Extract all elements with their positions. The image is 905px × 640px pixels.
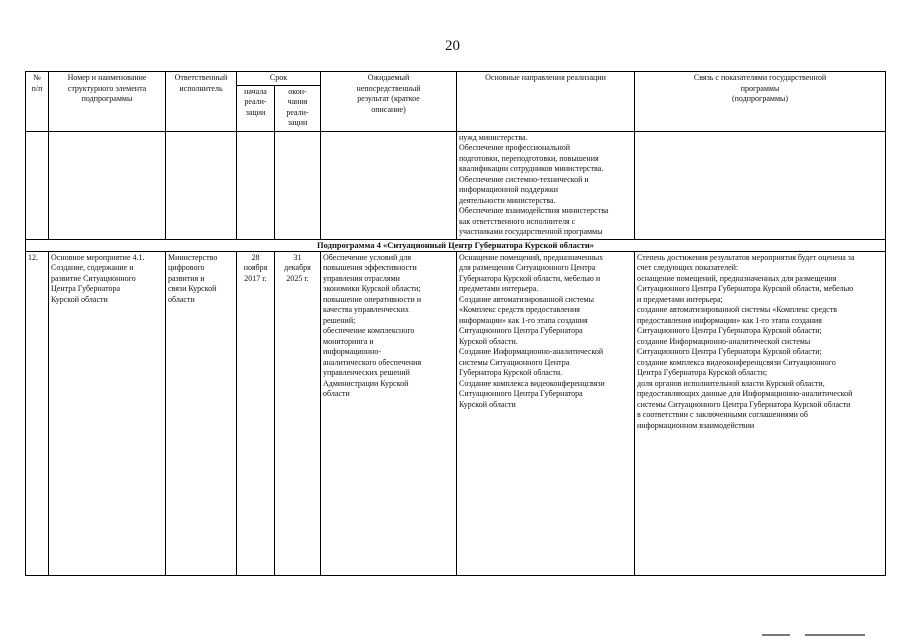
- row-num: 12.: [26, 251, 49, 575]
- header-row: [26, 72, 886, 86]
- header-end: окон- чания реали- зации: [275, 85, 321, 131]
- header-start: начала реали- зации: [237, 85, 275, 131]
- cont-result: [321, 131, 457, 239]
- cont-name: [49, 131, 166, 239]
- scan-edge-mark: [805, 634, 865, 636]
- cont-executor: [166, 131, 237, 239]
- header-result: Ожидаемый непосредственный результат (краткое описание): [321, 72, 457, 132]
- row-directions: Оснащение помещений, предназначенных для размещения Ситуационного Центра Губернатора Курской области, мебелью и предметами интерьера. Создание автоматизированной системы «Комплекс средств предоставления информации» как 1-го этапа создания Ситуационного Центра Губернатора Курской области. Создание Информационно-аналитической системы Ситуационного Центра Губернатора Курской области. Создание комплекса видеоконференцсвязи Ситуационного Центра Губернатора Курской области: [457, 251, 635, 575]
- header-term: Срок: [237, 72, 321, 86]
- row-name: Основное мероприятие 4.1. Создание, содержание и развитие Ситуационного Центра Губернатора Курской области: [49, 251, 166, 575]
- table-row: [26, 251, 886, 575]
- cont-indicators: [635, 131, 886, 239]
- page-number: 20: [445, 38, 460, 54]
- subprogram-title: Подпрограмма 4 «Ситуационный Центр Губернатора Курской области»: [26, 239, 886, 251]
- cont-end: [275, 131, 321, 239]
- cont-num: [26, 131, 49, 239]
- program-table: [25, 71, 886, 576]
- row-end: 31 декабря 2025 г.: [275, 251, 321, 575]
- row-start: 28 ноября 2017 г.: [237, 251, 275, 575]
- header-executor: Ответственный исполнитель: [166, 72, 237, 132]
- cont-directions: нужд министерства. Обеспечение профессиональной подготовки, переподготовки, повышения квалификации сотрудников министерства. Обеспечение системно-технической и информационной поддержки деятельности министерства. Обеспечение взаимодействия министерства как ответственного исполнителя с участниками государственной программы: [457, 131, 635, 239]
- cont-start: [237, 131, 275, 239]
- row-result: Обеспечение условий для повышения эффективности управления отраслями экономики Курской области; повышение оперативности и качества управленческих решений; обеспечение комплексного мониторинга и информационно- аналитического обеспечения управленческих решений Администрации Курской области: [321, 251, 457, 575]
- header-num: № п/п: [26, 72, 49, 132]
- row-executor: Министерство цифрового развития и связи Курской области: [166, 251, 237, 575]
- continuation-row: [26, 131, 886, 239]
- subprogram-row: [26, 239, 886, 251]
- header-name: Номер и наименование структурного элемента подпрограммы: [49, 72, 166, 132]
- row-indicators: Степень достижения результатов мероприятия будет оценена за счет следующих показателей: оснащение помещений, предназначенных для размещения Ситуационного Центра Губернатора Курской области, мебелью и предметами интерьера; создание автоматизированной системы «Комплекс средств предоставления информации» как 1-го этапа создания Ситуационного Центра Губернатора Курской области; создание Информационно-аналитической системы Ситуационного Центра Губернатора Курской области; создание комплекса видеоконференцсвязи Ситуационного Центра Губернатора Курской области; доля органов исполнительной власти Курской области, предоставляющих данные для Информационно-аналитической системы Ситуационного Центра Губернатора Курской области в соответствии с заключенными соглашениями об информационном взаимодействии: [635, 251, 886, 575]
- header-directions: Основные направления реализации: [457, 72, 635, 132]
- header-indicators: Связь с показателями государственной программы (подпрограммы): [635, 72, 886, 132]
- scan-edge-mark: [762, 634, 790, 636]
